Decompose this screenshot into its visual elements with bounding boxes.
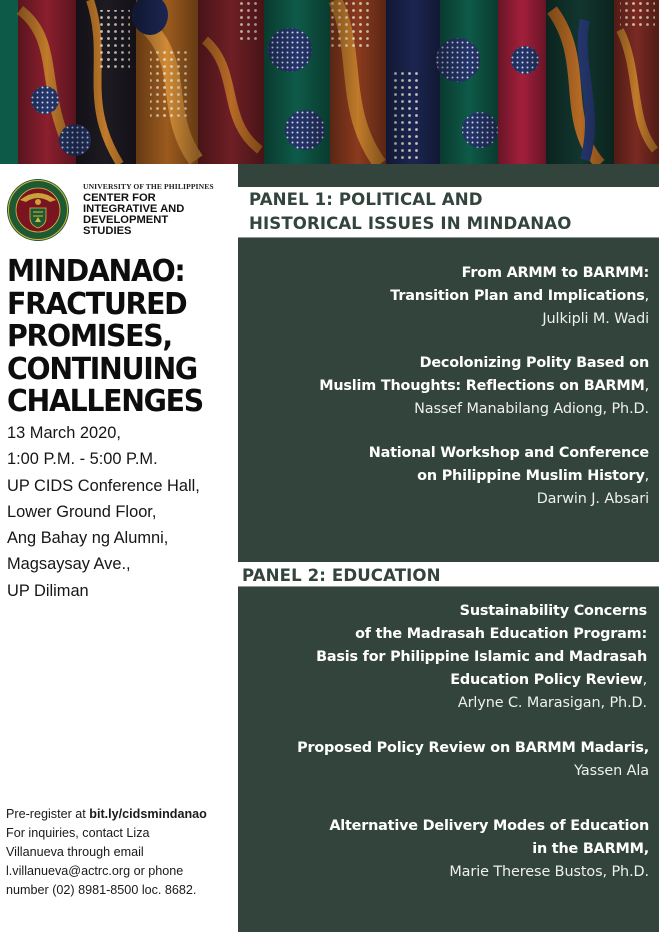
talk-title-line: Education Policy Review,	[450, 672, 647, 688]
top-accent-bar	[238, 164, 659, 187]
panel-2-heading	[242, 564, 441, 588]
venue-line: UP CIDS Conference Hall,	[7, 476, 200, 495]
talk-item	[369, 442, 649, 511]
talk-author: Nassef Manabilang Adiong, Ph.D.	[414, 401, 649, 417]
preregister-link[interactable]: bit.ly/cidsmindanao	[89, 807, 207, 821]
talk-author: Marie Therese Bustos, Ph.D.	[449, 864, 649, 880]
title-line: MINDANAO:	[7, 254, 185, 289]
center-name-line-2: INTEGRATIVE AND	[83, 202, 185, 215]
talk-title-line: Decolonizing Polity Based on	[419, 355, 649, 371]
talk-author: Arlyne C. Marasigan, Ph.D.	[457, 695, 647, 711]
batik-pattern-graphic	[0, 0, 659, 164]
preregister-line	[6, 805, 238, 824]
contact-line: Villanueva through email	[6, 845, 144, 859]
talk-title-line: in the BARMM,	[532, 841, 649, 857]
university-name: UNIVERSITY OF THE PHILIPPINES	[83, 182, 214, 192]
talk-author: Darwin J. Absari	[536, 491, 649, 507]
talk-item	[297, 737, 649, 783]
panel-1-box	[238, 237, 659, 562]
title-line: PROMISES,	[7, 319, 172, 354]
panel-heading-line: PANEL 1: POLITICAL AND	[249, 190, 483, 209]
event-title	[7, 256, 221, 419]
preregister-label: Pre-register at	[6, 807, 90, 821]
title-line: CHALLENGES	[7, 384, 203, 419]
talk-item	[316, 600, 647, 715]
contact-info	[6, 805, 238, 900]
batik-fabric-banner-image	[0, 0, 659, 164]
talk-title-line: National Workshop and Conference	[368, 445, 649, 461]
talk-title-line: Proposed Policy Review on BARMM Madaris,	[297, 740, 649, 756]
talk-title-line: Alternative Delivery Modes of Education	[329, 818, 649, 834]
talk-item	[329, 815, 649, 884]
title-line: FRACTURED	[7, 286, 187, 322]
panel-heading-line: PANEL 2: EDUCATION	[242, 566, 441, 585]
center-name-line-4: STUDIES	[83, 224, 132, 237]
event-time: 1:00 P.M. - 5:00 P.M.	[7, 450, 158, 469]
contact-line: For inquiries, contact Liza	[6, 826, 150, 840]
venue-line: Lower Ground Floor,	[7, 502, 157, 521]
talk-title-line: of the Madrasah Education Program:	[355, 626, 647, 642]
event-details	[7, 420, 200, 604]
panel-heading-line: HISTORICAL ISSUES IN MINDANAO	[249, 214, 572, 233]
panels-column	[238, 164, 659, 932]
talk-title-line: Muslim Thoughts: Reflections on BARMM,	[319, 378, 649, 394]
contact-phone-line: number (02) 8981-8500 loc. 8682.	[6, 883, 197, 897]
event-info-column	[0, 164, 238, 932]
talk-title-line: From ARMM to BARMM:	[461, 265, 649, 281]
talk-item	[390, 262, 649, 331]
talk-author: Julkipli M. Wadi	[542, 311, 649, 327]
panel-2-box	[238, 586, 659, 932]
talk-title-line: Transition Plan and Implications,	[390, 288, 649, 304]
contact-email-line: l.villanueva@actrc.org or phone	[6, 864, 184, 878]
venue-line: Magsaysay Ave.,	[7, 555, 131, 574]
up-seal-icon	[6, 178, 70, 242]
event-date: 13 March 2020,	[7, 424, 121, 442]
talk-title-line: Basis for Philippine Islamic and Madrasah	[316, 649, 647, 665]
talk-title-line: on Philippine Muslim History,	[417, 468, 649, 484]
panel-1-heading	[249, 188, 571, 236]
title-line: CONTINUING	[7, 351, 197, 387]
center-name-line-3: DEVELOPMENT	[83, 213, 169, 226]
talk-author: Yassen Ala	[574, 763, 649, 779]
venue-line: Ang Bahay ng Alumni,	[7, 529, 169, 548]
center-name-line-1: CENTER FOR	[83, 191, 156, 204]
talk-title-line: Sustainability Concerns	[459, 603, 647, 619]
venue-line: UP Diliman	[7, 581, 89, 600]
org-logo-block	[6, 178, 214, 242]
talk-item	[319, 352, 649, 421]
